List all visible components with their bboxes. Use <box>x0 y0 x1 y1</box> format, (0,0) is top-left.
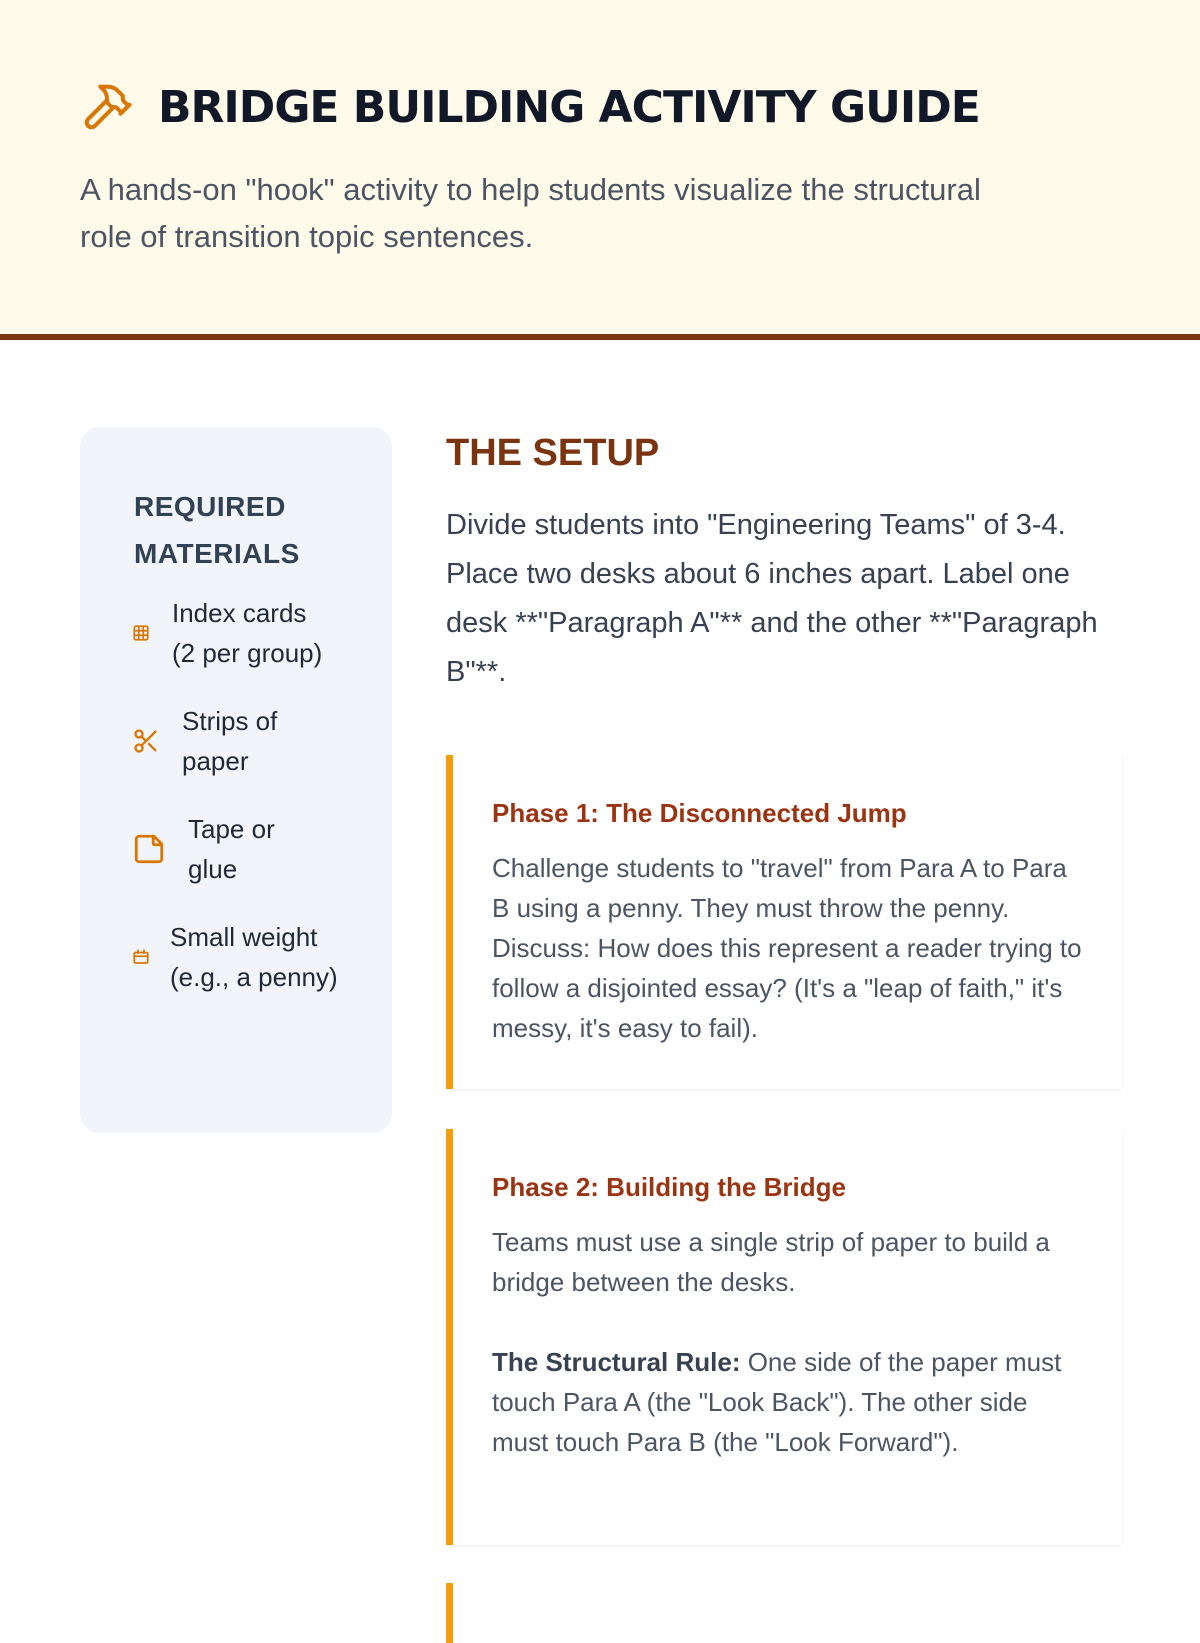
main-content <box>446 427 1122 1457</box>
list-item <box>132 809 372 889</box>
page-header <box>0 0 1200 340</box>
phase-text: Challenge students to "travel" from Para A to Para B using a penny. They must throw the penny. Discuss: How does this represent a reader trying to follow a disjointed essay? (It's a "leap of faith," it's messy, it's easy to fail). <box>492 853 1082 1043</box>
list-item <box>132 593 372 673</box>
rule-label: The Structural Rule: <box>492 1347 741 1377</box>
phase-card-next <box>446 1583 1122 1643</box>
setup-text: Divide students into "Engineering Teams" of 3-4. Place two desks about 6 inches apart. Label one desk **"Paragraph A"** and the other **"Paragraph B"**. <box>446 509 1098 688</box>
materials-heading-line1: REQUIRED <box>134 491 286 522</box>
grid-card-icon <box>132 624 150 642</box>
rule-text: One side of the paper must touch Para A (the "Look Back"). The other side must touch Para B (the "Look Forward"). <box>492 1347 1062 1457</box>
scissors-icon <box>132 727 160 755</box>
materials-heading <box>134 483 372 577</box>
materials-heading-line2: MATERIALS <box>134 538 300 569</box>
title-row <box>80 80 980 134</box>
sticky-note-icon <box>132 832 166 866</box>
page-title: BRIDGE BUILDING ACTIVITY GUIDE <box>158 81 980 133</box>
material-label: Small weight (e.g., a penny) <box>170 922 338 992</box>
page-subtitle: A hands-on "hook" activity to help students visualize the structural role of transition topic sentences. <box>80 172 981 254</box>
phase-title: Phase 1: The Disconnected Jump <box>492 798 907 828</box>
phase-rule <box>492 1342 1084 1462</box>
phase-title: Phase 2: Building the Bridge <box>492 1172 846 1202</box>
list-item <box>132 701 372 781</box>
setup-title: THE SETUP <box>446 432 660 474</box>
list-item <box>132 917 372 997</box>
phase-card <box>446 1129 1122 1545</box>
weight-icon <box>132 948 150 966</box>
materials-list <box>134 593 372 997</box>
material-label: Strips of paper <box>182 706 278 776</box>
phase-text: Teams must use a single strip of paper to build a bridge between the desks. <box>492 1227 1050 1297</box>
materials-sidebar <box>80 427 392 1133</box>
hammer-icon <box>80 80 134 134</box>
phase-card <box>446 755 1122 1089</box>
material-label: Index cards (2 per group) <box>172 598 323 668</box>
material-label: Tape or glue <box>188 814 275 884</box>
